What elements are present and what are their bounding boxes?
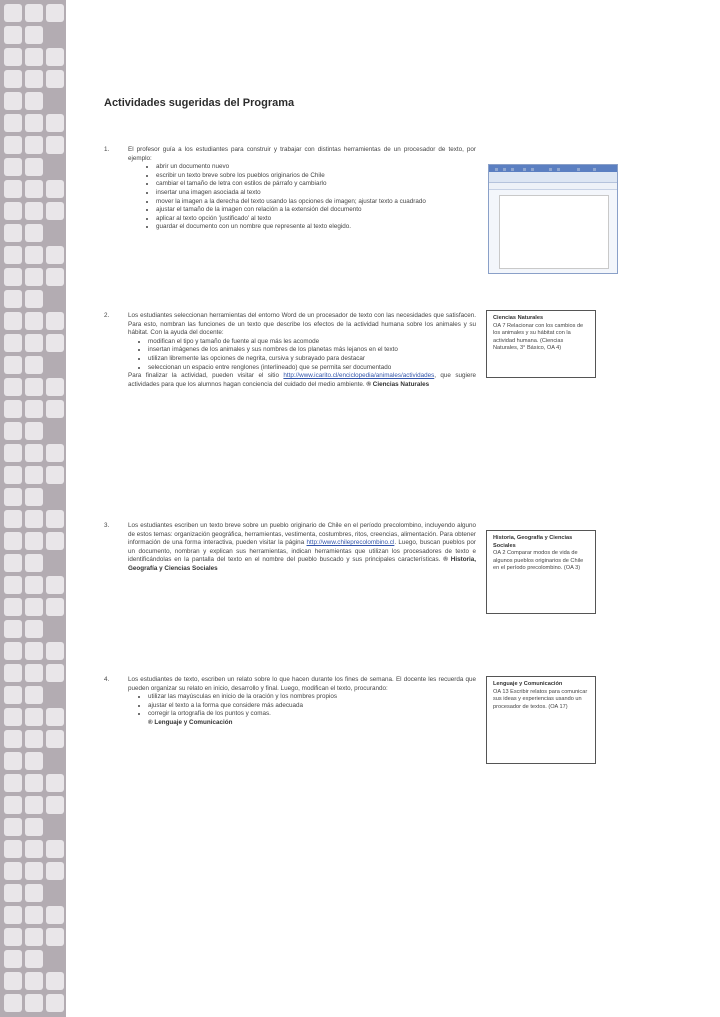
note-title: Ciencias Naturales (493, 315, 544, 321)
activity-item-4 (104, 676, 476, 728)
blank-document-area (499, 195, 609, 269)
page-title: Actividades sugeridas del Programa (104, 97, 295, 109)
list-item: • insertan imágenes de los animales y sus nombres de los planetas más lejanos en el texto (148, 346, 476, 355)
list-item: • guardar el documento con un nombre que represente al texto elegido. (156, 223, 476, 232)
note-text: OA 13 Escribir relatos para comunicar sus ideas y experiencias usando un procesador de textos. (OA 17) (493, 688, 588, 710)
item-bullet-list (128, 693, 476, 719)
list-item: • utilizar las mayúsculas en inicio de la oración y los nombres propios (148, 693, 476, 702)
external-link[interactable]: http://www.chileprecolombino.cl (306, 539, 395, 547)
item-number: 2. (104, 312, 110, 319)
list-item: • mover la imagen a la derecha del texto usando las opciones de imagen; ajustar texto a cuadrado (156, 198, 476, 207)
item-intro: Los estudiantes de texto, escriben un relato sobre lo que hacen durante los fines de semana. El docente les recuerda que pueden organizar su relato en inicio, desarrollo y final. Luego, modifican el texto, procurando: (128, 676, 476, 692)
list-item: • corregir la ortografía de los puntos y comas. (148, 710, 476, 719)
item-bullet-list (128, 163, 476, 232)
ribbon-toolbar (489, 172, 617, 183)
side-note-lenguaje (486, 676, 596, 764)
item-outro-continued: . Luego, buscan pueblos por un documento, nombran y explican sus herramientas, indican herramientas que utilizan los procesadores de texto e identificándolas en la pantalla del texto en el nombre del pueblo buscado y sus principales características. (128, 539, 476, 564)
activity-item-2 (104, 312, 476, 389)
item-number: 1. (104, 146, 110, 153)
list-item: • insertar una imagen asociada al texto (156, 189, 476, 198)
list-item: • aplicar al texto opción 'justificado' al texto (156, 215, 476, 224)
activity-item-1 (104, 146, 476, 232)
item-number: 4. (104, 676, 110, 683)
note-title: Historia, Geografía y Ciencias Sociales (493, 535, 573, 549)
list-item: • modifican el tipo y tamaño de fuente al que más les acomode (148, 338, 476, 347)
word-processor-illustration (488, 164, 618, 274)
item-intro: Los estudiantes seleccionan herramientas del entorno Word de un procesador de texto con las necesidades que satisfacen. Para esto, nombran las funciones de un texto que describe los efectos de la actividad humana sobre los animales y su hábitat. Con la ayuda del docente: (128, 312, 476, 337)
item-intro: El profesor guía a los estudiantes para construir y trabajar con distintas herramientas de un procesador de texto, por ejemplo: (128, 146, 476, 162)
item-number: 3. (104, 522, 110, 529)
list-item: • ajustar el texto a la forma que considere más adecuada (148, 702, 476, 711)
subject-tag: ® Ciencias Naturales (366, 380, 430, 388)
list-item: • cambiar el tamaño de letra con estilos de párrafo y cambiarlo (156, 180, 476, 189)
note-text: OA 2 Comparar modos de vida de algunos pueblos originarios de Chile en el período precolombino. (OA 3) (493, 550, 584, 572)
list-item: • seleccionan un espacio entre renglones (interlineado) que se permita ser documentado (148, 364, 476, 373)
note-title: Lenguaje y Comunicación (493, 681, 563, 687)
window-title-bar (489, 165, 617, 172)
ruler-bar (489, 183, 617, 190)
item-outro: Para finalizar la actividad, pueden visitar el sitio (128, 372, 279, 380)
external-link[interactable]: http://www.icarito.cl/enciclopedia/animales/actividades (283, 372, 435, 380)
list-item: • escribir un texto breve sobre los pueblos originarios de Chile (156, 172, 476, 181)
side-note-ciencias (486, 310, 596, 378)
list-item: • abrir un documento nuevo (156, 163, 476, 172)
item-intro: Los estudiantes escriben un texto breve sobre un pueblo originario de Chile en el período precolombino, incluyendo alguno de estos temas: organización geográfica, herramientas, vestimenta, costumbres, ritos, creencias, alimentación. Para obtener información de una forma interactiva, pueden visitar la página (128, 522, 476, 547)
subject-tag: ® Lenguaje y Comunicación (148, 718, 233, 726)
item-outro-continued: , que sugiere actividades para que los alumnos hagan conciencia del cuidado del medio ambiente. (128, 372, 476, 388)
list-item: • ajustar el tamaño de la imagen con relación a la extensión del documento (156, 206, 476, 215)
activity-item-3 (104, 522, 476, 574)
list-item: • utilizan libremente las opciones de negrita, cursiva y subrayado para destacar (148, 355, 476, 364)
note-text: OA 7 Relacionar con los cambios de los animales y su hábitat con la actividad humana. (Ciencias Naturales, 3° Básico, OA 4) (493, 322, 584, 352)
item-bullet-list (128, 338, 476, 372)
side-note-historia (486, 530, 596, 614)
subject-tag: ® Historia, Geografía y Ciencias Sociales (128, 556, 476, 572)
